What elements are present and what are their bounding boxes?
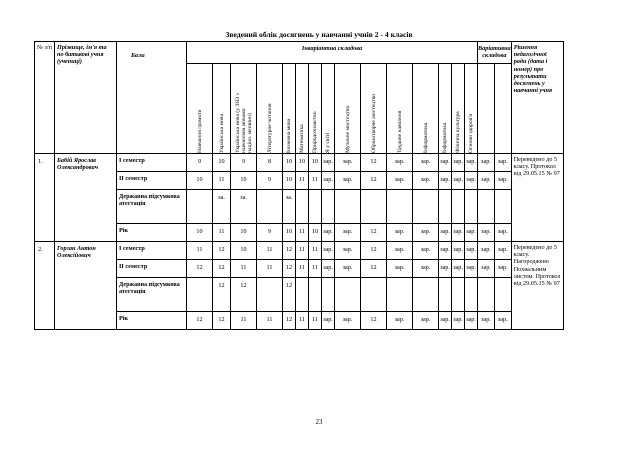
- subject-header: [296, 64, 309, 154]
- grade-cell: зар.: [439, 312, 452, 330]
- grade-cell: зар.: [322, 312, 335, 330]
- subject-header: [452, 64, 465, 154]
- grade-cell: [335, 278, 361, 312]
- grade-cell: 11: [231, 260, 257, 278]
- grade-cell: зар.: [465, 154, 478, 172]
- period-label: ІІ семестр: [117, 172, 187, 190]
- grade-cell: зар.: [413, 172, 439, 190]
- document-title: Зведений облік досягнень у навчанні учнів 2 - 4 класів: [225, 30, 413, 39]
- grade-cell: зар.: [322, 224, 335, 242]
- grade-cell: 10: [296, 154, 309, 172]
- grade-cell: 8: [257, 154, 283, 172]
- student-number: 1.: [35, 154, 55, 242]
- grade-cell: зар.: [478, 242, 495, 260]
- grade-cell: 11: [309, 312, 322, 330]
- subject-header: [413, 64, 439, 154]
- grade-cell: 12: [187, 260, 213, 278]
- period-label: І семестр: [117, 242, 187, 260]
- subject-header: [187, 64, 213, 154]
- grade-cell: зар.: [494, 242, 511, 260]
- subject-label: Навчання грамоти: [196, 109, 203, 153]
- grade-cell: зар.: [452, 260, 465, 278]
- grade-cell: зар.: [439, 172, 452, 190]
- grade-cell: 11: [296, 260, 309, 278]
- grade-cell: 12: [231, 278, 257, 312]
- grade-cell: [478, 278, 495, 312]
- grade-cell: зар.: [478, 172, 495, 190]
- subject-label: Математика: [299, 124, 305, 153]
- grade-cell: 12: [361, 172, 387, 190]
- grade-cell: [413, 278, 439, 312]
- table-row: [35, 242, 564, 260]
- grade-cell: [296, 190, 309, 224]
- grade-cell: 12: [361, 154, 387, 172]
- grade-cell: 11: [231, 312, 257, 330]
- grade-cell: 11: [257, 242, 283, 260]
- grade-cell: зар.: [387, 260, 413, 278]
- period-label: І семестр: [117, 154, 187, 172]
- header-invariant: Інваріантна складова: [187, 42, 478, 64]
- subject-header: [257, 64, 283, 154]
- grade-cell: зар.: [465, 260, 478, 278]
- grade-cell: 12: [213, 242, 231, 260]
- grade-cell: 10: [213, 154, 231, 172]
- grade-cell: зар.: [452, 224, 465, 242]
- subject-label: Іноземна мова: [286, 118, 292, 153]
- grade-cell: зар.: [465, 242, 478, 260]
- grade-cell: 10: [231, 172, 257, 190]
- grade-cell: 10: [187, 224, 213, 242]
- grade-cell: 11: [296, 172, 309, 190]
- grade-cell: 11: [213, 172, 231, 190]
- subject-header: [335, 64, 361, 154]
- subject-label: Фізична культура: [455, 111, 461, 153]
- grade-cell: зар.: [494, 224, 511, 242]
- grade-cell: зар.: [478, 260, 495, 278]
- grade-cell: зар.: [465, 312, 478, 330]
- grade-cell: зар.: [478, 154, 495, 172]
- grade-cell: зар.: [335, 312, 361, 330]
- grade-cell: 11: [309, 260, 322, 278]
- grade-cell: 12: [283, 312, 296, 330]
- grade-cell: 10: [283, 172, 296, 190]
- grade-cell: зар.: [387, 154, 413, 172]
- subject-header: [231, 64, 257, 154]
- grade-cell: зар.: [494, 172, 511, 190]
- grade-cell: 10: [231, 224, 257, 242]
- grade-cell: зар.: [439, 242, 452, 260]
- grade-cell: зар.: [452, 312, 465, 330]
- period-label: Державна підсумкова атестація: [117, 278, 187, 312]
- grade-cell: [187, 190, 213, 224]
- subject-label: Музичне мистецтво: [344, 105, 351, 153]
- grade-cell: зар.: [413, 312, 439, 330]
- grade-cell: зар.: [413, 154, 439, 172]
- grade-cell: [439, 190, 452, 224]
- grade-cell: 12: [213, 312, 231, 330]
- grade-cell: [494, 278, 511, 312]
- grade-cell: зар.: [413, 242, 439, 260]
- grade-cell: зар.: [494, 154, 511, 172]
- grade-cell: 12: [283, 242, 296, 260]
- grade-cell: 11: [309, 172, 322, 190]
- subject-label: Українська мова (у ЗНЗ з навчанням мовами націон. меншин): [234, 93, 253, 153]
- council-decision: Переведено до 5 класу. Нагороджено Похвальним листом. Протокол від 29.05.15 № 97: [511, 242, 563, 330]
- grade-cell: за.: [283, 190, 296, 224]
- subject-header: [361, 64, 387, 154]
- achievement-table: [34, 41, 564, 330]
- grade-cell: зар.: [439, 154, 452, 172]
- variant-subject-header: [494, 64, 511, 154]
- grade-cell: 10: [283, 224, 296, 242]
- grade-cell: [465, 190, 478, 224]
- period-label: ІІ семестр: [117, 260, 187, 278]
- grade-cell: [309, 190, 322, 224]
- grade-cell: 10: [283, 154, 296, 172]
- subject-label: Інформатика: [422, 122, 429, 153]
- council-decision: Переведено до 5 класу. Протокол від 29.05.15 № 97: [511, 154, 563, 242]
- grade-cell: [452, 278, 465, 312]
- grade-cell: зар.: [335, 172, 361, 190]
- grade-cell: [452, 190, 465, 224]
- grade-cell: за.: [231, 190, 257, 224]
- grade-cell: 11: [309, 242, 322, 260]
- grade-cell: зар.: [452, 154, 465, 172]
- grade-cell: [387, 190, 413, 224]
- grade-cell: [296, 278, 309, 312]
- grade-cell: [494, 190, 511, 224]
- grade-cell: зар.: [387, 242, 413, 260]
- grade-cell: зар.: [439, 224, 452, 242]
- grade-cell: 12: [187, 312, 213, 330]
- grade-cell: зар.: [465, 224, 478, 242]
- grade-cell: 10: [309, 154, 322, 172]
- grade-cell: 12: [213, 260, 231, 278]
- grade-cell: [439, 278, 452, 312]
- header-name: Прізвище, ім'я та по батькові учня (учениці): [55, 42, 117, 154]
- grade-cell: 12: [361, 224, 387, 242]
- grade-cell: 11: [296, 312, 309, 330]
- grade-cell: зар.: [494, 260, 511, 278]
- grade-cell: [413, 190, 439, 224]
- grade-cell: 9: [231, 154, 257, 172]
- subject-header: [283, 64, 296, 154]
- table-row: [35, 154, 564, 172]
- variant-subject-header: [478, 64, 495, 154]
- student-number: 2.: [35, 242, 55, 330]
- grade-cell: зар.: [452, 172, 465, 190]
- subject-label: Трудове навчання: [396, 110, 403, 153]
- grade-cell: зар.: [465, 172, 478, 190]
- grade-cell: зар.: [335, 154, 361, 172]
- grade-cell: 10: [231, 242, 257, 260]
- subject-header: [465, 64, 478, 154]
- period-label: Рік: [117, 312, 187, 330]
- grade-cell: [187, 278, 213, 312]
- grade-cell: 12: [361, 260, 387, 278]
- grade-cell: зар.: [387, 224, 413, 242]
- header-variant: Варіативна складова: [478, 42, 512, 64]
- grade-cell: зар.: [335, 260, 361, 278]
- grade-cell: 10: [309, 224, 322, 242]
- grade-cell: [478, 190, 495, 224]
- subject-header: [439, 64, 452, 154]
- page-number: 23: [315, 418, 323, 426]
- grade-cell: зар.: [387, 312, 413, 330]
- grade-cell: зар.: [387, 172, 413, 190]
- grade-cell: зар.: [322, 242, 335, 260]
- grade-cell: 11: [257, 312, 283, 330]
- grade-cell: [257, 190, 283, 224]
- period-label: Рік: [117, 224, 187, 242]
- grade-cell: зар.: [439, 260, 452, 278]
- grade-cell: 11: [296, 242, 309, 260]
- grade-cell: зар.: [322, 260, 335, 278]
- subject-header: [387, 64, 413, 154]
- grade-cell: 11: [296, 224, 309, 242]
- grade-cell: зар.: [452, 242, 465, 260]
- grade-cell: зар.: [413, 260, 439, 278]
- grade-cell: зар.: [494, 312, 511, 330]
- grade-cell: 9: [187, 154, 213, 172]
- grade-cell: 9: [257, 224, 283, 242]
- header-num: № з/п: [35, 42, 55, 154]
- student-name: Бабій Ярослав Олександрович: [55, 154, 117, 242]
- grade-cell: зар.: [478, 312, 495, 330]
- grade-cell: зар.: [478, 224, 495, 242]
- grade-cell: [361, 278, 387, 312]
- grade-cell: [361, 190, 387, 224]
- subject-label: Літературне читання: [266, 103, 273, 153]
- grade-cell: [465, 278, 478, 312]
- subject-header: [213, 64, 231, 154]
- header-balls: Бали: [117, 42, 187, 154]
- grade-cell: за.: [213, 190, 231, 224]
- grade-cell: [322, 190, 335, 224]
- grade-cell: зар.: [413, 224, 439, 242]
- grade-cell: зар.: [335, 224, 361, 242]
- grade-cell: 10: [187, 172, 213, 190]
- subject-label: Українська мова: [218, 114, 225, 153]
- subject-label: Інформатика: [442, 122, 448, 153]
- period-label: Державна підсумкова атестація: [117, 190, 187, 224]
- subject-header: [322, 64, 335, 154]
- subject-label: Образотворче мистецтво: [370, 93, 377, 153]
- grade-cell: 11: [257, 260, 283, 278]
- grade-cell: [335, 190, 361, 224]
- subject-header: [309, 64, 322, 154]
- grade-cell: 12: [213, 278, 231, 312]
- grade-cell: 9: [257, 172, 283, 190]
- grade-cell: 12: [283, 260, 296, 278]
- grade-cell: [257, 278, 283, 312]
- grade-cell: [322, 278, 335, 312]
- grade-cell: 12: [361, 242, 387, 260]
- subject-label: Я у світі: [325, 132, 331, 153]
- grade-cell: зар.: [322, 172, 335, 190]
- grade-cell: 11: [187, 242, 213, 260]
- grade-cell: [309, 278, 322, 312]
- grade-cell: 11: [213, 224, 231, 242]
- subject-label: Основи здоров'я: [468, 114, 474, 153]
- student-name: Горган Антон Олексійович: [55, 242, 117, 330]
- grade-cell: 12: [361, 312, 387, 330]
- grade-cell: 12: [283, 278, 296, 312]
- grade-cell: [387, 278, 413, 312]
- grade-cell: зар.: [335, 242, 361, 260]
- header-decision: Рішення педагогічної ради (дата і номер) про результати досягнень у навчанні учня: [511, 42, 563, 154]
- subject-label: Природознавство: [312, 111, 318, 153]
- grade-cell: зар.: [322, 154, 335, 172]
